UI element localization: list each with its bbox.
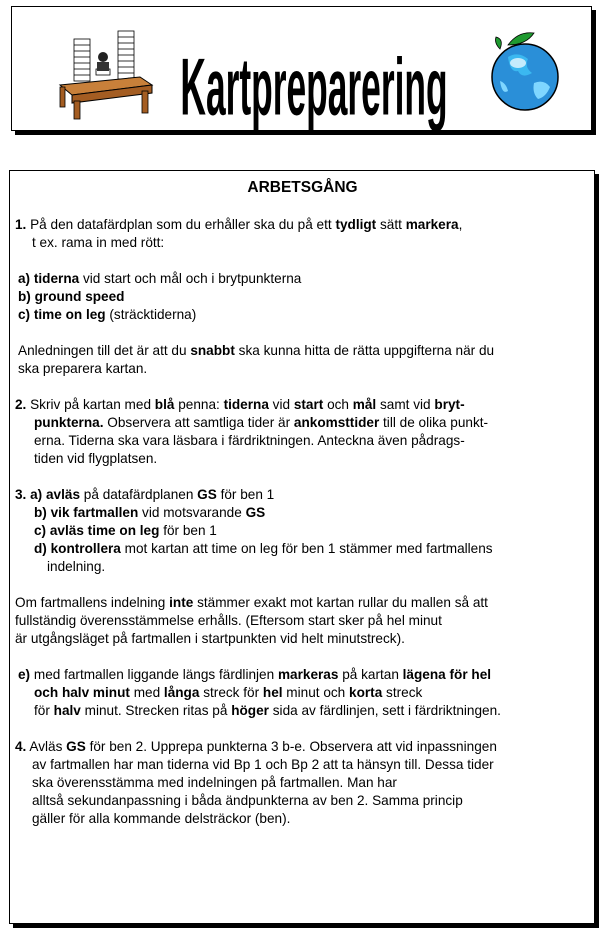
step-3a: 3. a) avläs på datafärdplanen GS för ben 1 [15, 487, 275, 502]
step-3e-line-2: och halv minut med långa streck för hel minut och korta streck [34, 685, 423, 700]
step-4-line-3: ska överensstämma med indelningen på fartmallen. Man har [32, 775, 397, 790]
step-2-line-4: tiden vid flygplatsen. [34, 451, 158, 466]
step-1b: b) ground speed [18, 289, 125, 304]
step-3c: c) avläs time on leg för ben 1 [34, 523, 217, 538]
step-1-line-2: t ex. rama in med rött: [32, 235, 165, 250]
step-3d-line-2: indelning. [47, 559, 106, 574]
step-4-line-2: av fartmallen har man tiderna vid Bp 1 och Bp 2 att ta hänsyn till. Dessa tider [32, 757, 494, 772]
step-1c: c) time on leg (sträcktiderna) [18, 307, 197, 322]
step-1-note-line-2: ska preparera kartan. [18, 361, 148, 376]
globe-icon [478, 21, 568, 121]
section-heading: ARBETSGÅNG [247, 179, 358, 196]
step-3d: d) kontrollera mot kartan att time on leg för ben 1 stämmer med fartmallens [34, 541, 493, 556]
step-3e-line-1: e) med fartmallen liggande längs färdlinjen markeras på kartan lägena för hel [18, 667, 492, 682]
step-2-line-1: 2. Skriv på kartan med blå penna: tiderna vid start och mål samt vid bryt- [15, 397, 465, 412]
step-3-note-line-2: fullständig överensstämmelse erhålls. (Eftersom start sker på hel minut [15, 613, 442, 628]
step-3e-line-3: för halv minut. Strecken ritas på höger sida av färdlinjen, sett i färdriktningen. [34, 703, 501, 718]
header-banner [11, 6, 592, 131]
step-4-line-1: 4. Avläs GS för ben 2. Upprepa punkterna 3 b-e. Observera att vid inpassningen [15, 739, 497, 754]
desk-with-paper-stacks-icon [56, 29, 156, 121]
step-1-note-line-1: Anledningen till det är att du snabbt ska kunna hitta de rätta uppgifterna när du [18, 343, 495, 358]
step-3b: b) vik fartmallen vid motsvarande GS [34, 505, 266, 520]
step-4-line-5: gäller för alla kommande delsträckor (ben). [32, 811, 291, 826]
step-2-line-3: erna. Tiderna ska vara läsbara i färdriktningen. Anteckna även pådrags- [34, 433, 465, 448]
page-title [180, 11, 448, 133]
step-1-line-1: 1. På den datafärdplan som du erhåller ska du på ett tydligt sätt markera, [15, 217, 463, 232]
instructions-panel [9, 170, 595, 924]
step-1a: a) tiderna vid start och mål och i brytpunkterna [18, 271, 302, 286]
step-2-line-2: punkterna. Observera att samtliga tider är ankomsttider till de olika punkt- [34, 415, 489, 430]
step-4-line-4: alltså sekundanpassning i båda ändpunkterna av ben 2. Samma princip [32, 793, 463, 808]
step-3-note-line-3: är utgångsläget på fartmallen i startpunkten vid helt minutstreck). [15, 631, 405, 646]
step-3-note-line-1: Om fartmallens indelning inte stämmer exakt mot kartan rullar du mallen så att [15, 595, 488, 610]
title-text: Kartpreparering [180, 43, 448, 133]
